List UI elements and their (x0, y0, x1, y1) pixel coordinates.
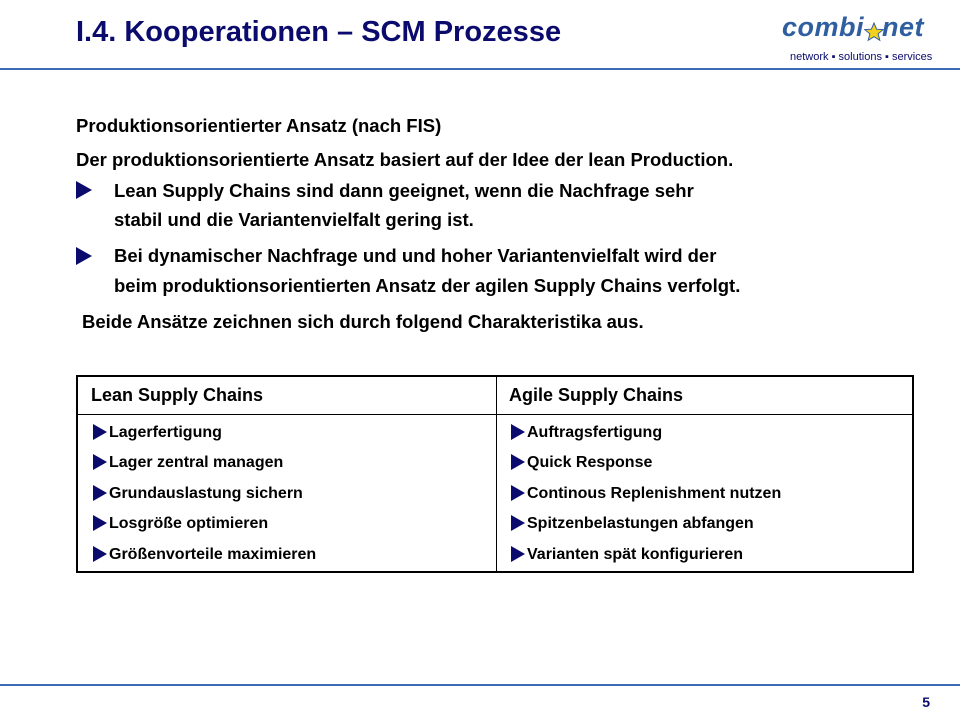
triangle-bullet-icon (93, 546, 107, 562)
page-number: 5 (922, 694, 930, 710)
bullet-arrow-icon (76, 181, 92, 199)
triangle-bullet-icon (511, 454, 525, 470)
company-logo (760, 8, 950, 66)
bullet-2-line-2: beim produktionsorientierten Ansatz der agilen Supply Chains verfolgt. (114, 275, 741, 296)
footer-divider (0, 684, 960, 686)
slide-title: I.4. Kooperationen – SCM Prozesse (76, 16, 562, 48)
comparison-table: Lean Supply Chains Agile Supply Chains Lagerfertigung Lager zentral managen Grundauslastung sichern Losgröße optimieren Größenvorteile maximieren Auftragsfertigung Quick Response Continous Replenishment nutzen Spitzenbelastungen abfangen Varianten spät konfigurieren (76, 375, 914, 573)
triangle-bullet-icon (93, 424, 107, 440)
bullet-arrow-icon (76, 247, 92, 265)
triangle-bullet-icon (93, 454, 107, 470)
header-divider (0, 68, 960, 70)
intro-text: Der produktionsorientierte Ansatz basiert auf der Idee der lean Production. (76, 149, 734, 170)
table-column-divider (496, 377, 497, 571)
table-header-lean: Lean Supply Chains (91, 385, 264, 405)
triangle-bullet-icon (93, 485, 107, 501)
logo-word-left: combi (782, 12, 865, 42)
bullet-2-line-1: Bei dynamischer Nachfrage und und hoher Variantenvielfalt wird der (114, 245, 717, 266)
closing-text: Beide Ansätze zeichnen sich durch folgend Charakteristika aus. (82, 311, 644, 332)
section-heading: Produktionsorientierter Ansatz (nach FIS) (76, 115, 442, 136)
bullet-1-line-1: Lean Supply Chains sind dann geeignet, wenn die Nachfrage sehr (114, 180, 694, 201)
triangle-bullet-icon (511, 546, 525, 562)
logo-tagline: network ▪ solutions ▪ services (790, 51, 933, 63)
star-icon (864, 22, 884, 42)
table-header-agile: Agile Supply Chains (509, 385, 684, 405)
triangle-bullet-icon (93, 515, 107, 531)
logo-word-right: net (882, 12, 924, 42)
triangle-bullet-icon (511, 485, 525, 501)
triangle-bullet-icon (511, 424, 525, 440)
triangle-bullet-icon (511, 515, 525, 531)
bullet-1-line-2: stabil und die Variantenvielfalt gering ist. (114, 209, 474, 230)
